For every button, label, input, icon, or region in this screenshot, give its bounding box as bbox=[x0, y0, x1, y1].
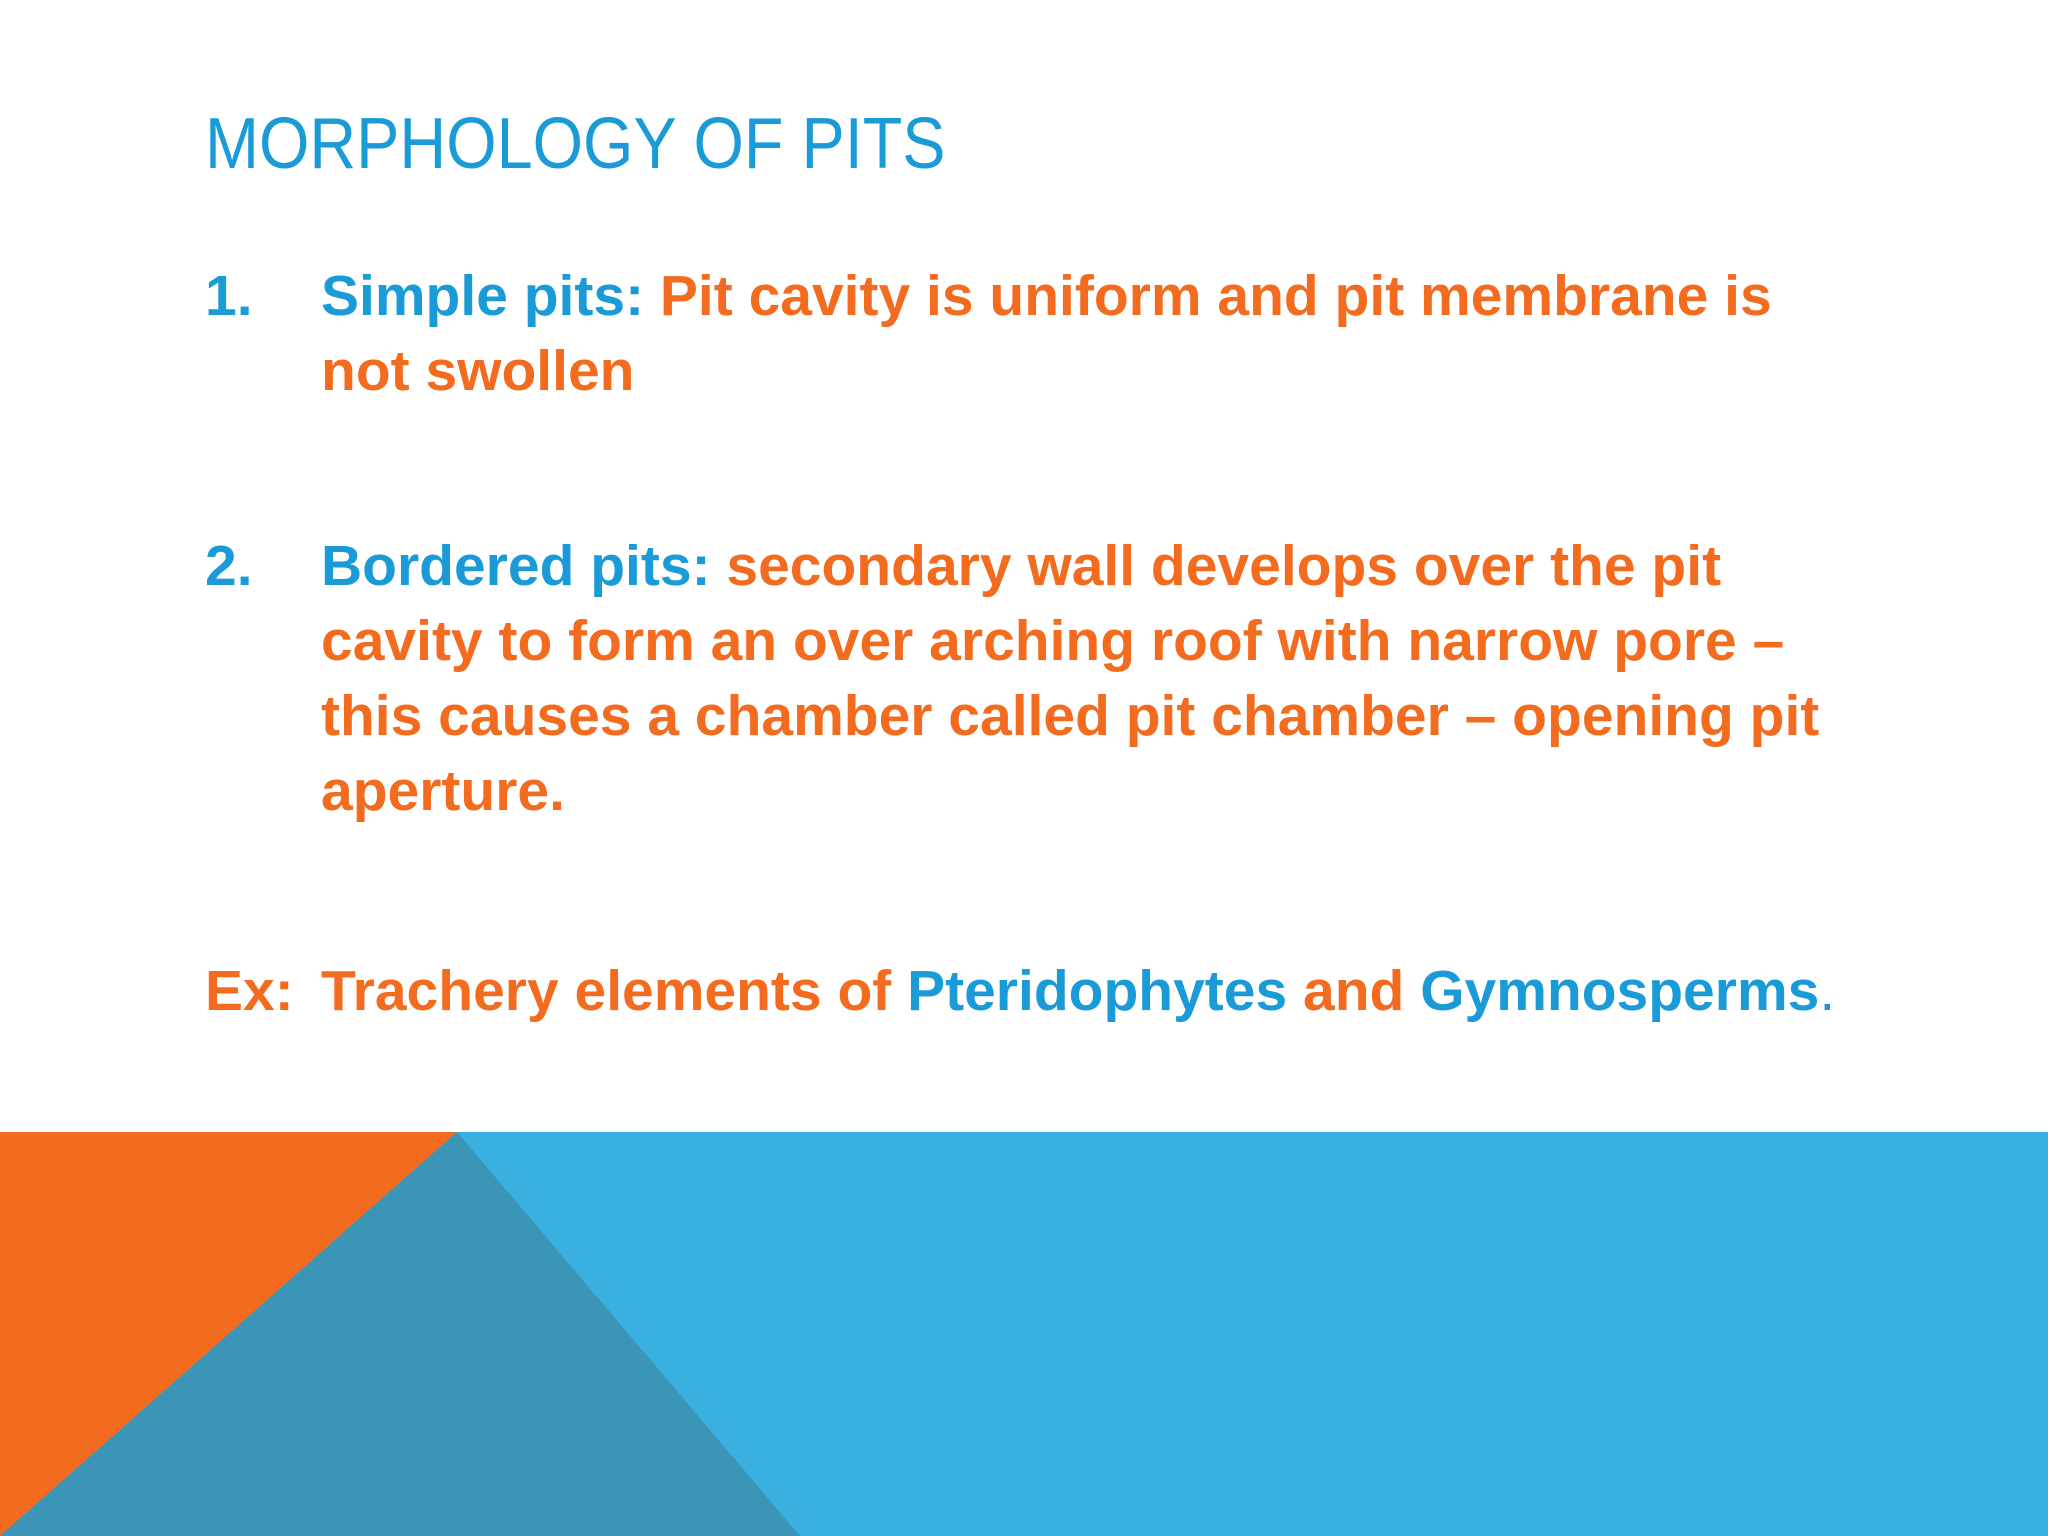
example-period: . bbox=[1819, 959, 1836, 1023]
list-item-body bbox=[321, 259, 1865, 409]
term-bordered-pits: Bordered pits bbox=[321, 534, 692, 598]
footer-decoration bbox=[0, 1132, 2048, 1536]
term-simple-pits: Simple pits bbox=[321, 264, 626, 328]
example-conjunction: and bbox=[1287, 959, 1421, 1023]
footer-shapes bbox=[0, 1132, 2048, 1536]
list-item-body bbox=[321, 529, 1865, 829]
list-item-simple-pits bbox=[205, 259, 1865, 409]
term-colon: : bbox=[625, 264, 645, 328]
example-line bbox=[205, 954, 1865, 1029]
example-group-gymnosperms: Gymnosperms bbox=[1420, 959, 1820, 1023]
example-text: Trachery elements of bbox=[321, 959, 908, 1023]
example-marker: Ex: bbox=[205, 959, 294, 1023]
example-group-pteridophytes: Pteridophytes bbox=[907, 959, 1288, 1023]
description-simple-pits: Pit cavity is uniform and pit membrane is not swollen bbox=[321, 264, 1772, 403]
term-colon: : bbox=[691, 534, 711, 598]
list-item-bordered-pits bbox=[205, 529, 1865, 829]
example-body bbox=[321, 954, 1865, 1029]
list-marker: 1. bbox=[205, 264, 253, 328]
slide-title: MORPHOLOGY OF PITS bbox=[205, 104, 946, 184]
description-bordered-pits: secondary wall develops over the pit cavity to form an over arching roof with narrow pore – this causes a chamber called pit chamber – opening pit aperture. bbox=[321, 534, 1820, 823]
list-marker: 2. bbox=[205, 534, 253, 598]
